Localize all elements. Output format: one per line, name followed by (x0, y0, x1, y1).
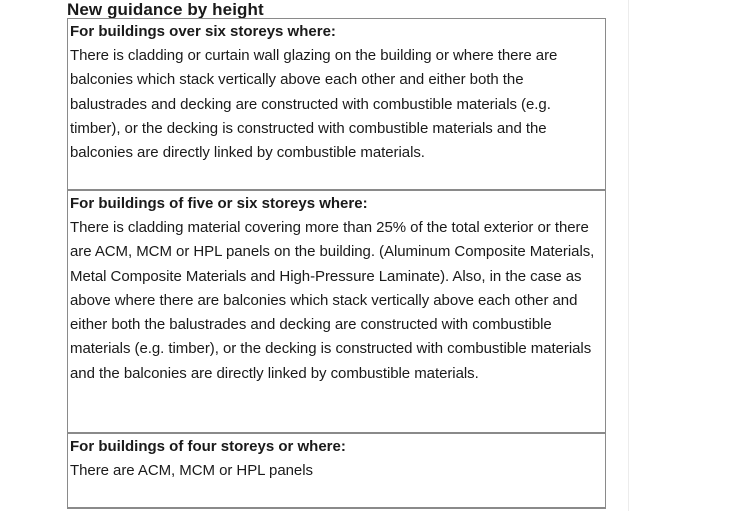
row-body: There is cladding material covering more than 25% of the total exterior or there are ACM, MCM or HPL panels on the building. (Aluminum Composite Materials, Metal Composite Materials and High-Pressure Laminate). Also, in the case as above where there are balconies which stack vertically above each other and either both the balustrades and decking are constructed with combustible materials (e.g. timber), or the decking is constructed with combustible materials and the balconies are directly linked by combustible materials. (70, 219, 595, 382)
row-title: For buildings of four storeys or where: (70, 438, 346, 455)
row-body: There is cladding or curtain wall glazing on the building or where there are balconies which stack vertically above each other and either both the balustrades and decking are constructed with combustible materials (e.g. timber), or the decking is constructed with combustible materials and the balconies are directly linked by combustible materials. (70, 47, 558, 162)
row-body: There are ACM, MCM or HPL panels (70, 462, 313, 479)
guidance-row-four-storeys (68, 434, 605, 507)
row-title: For buildings of five or six storeys where: (70, 195, 368, 212)
guidance-row-five-or-six-storeys (68, 191, 605, 434)
guidance-table (67, 18, 606, 509)
row-title: For buildings over six storeys where: (70, 23, 336, 40)
guidance-row-over-six-storeys (68, 19, 605, 191)
page-divider (628, 0, 629, 511)
page-heading: New guidance by height (67, 0, 264, 19)
